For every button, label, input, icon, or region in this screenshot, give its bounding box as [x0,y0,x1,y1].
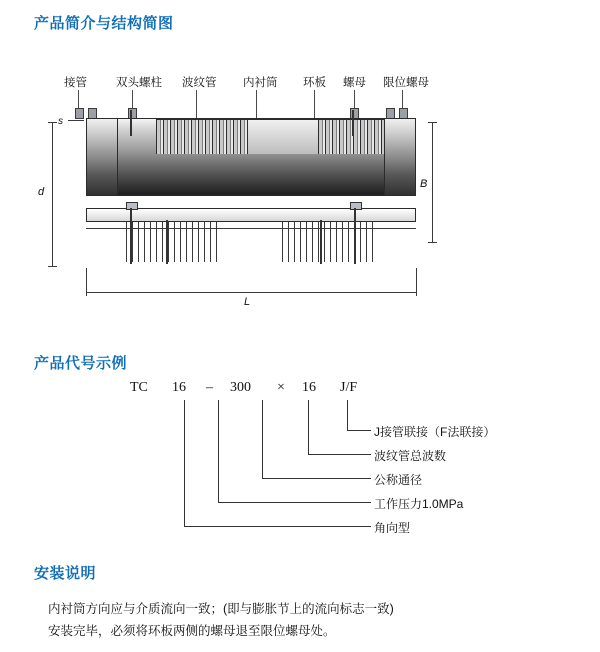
section-title-install: 安装说明 [34,565,97,582]
code-token-times: × [277,380,285,395]
code-token-waves: 16 [302,380,316,395]
callout-label-6: 螺母 [343,77,366,89]
code-leader-v-4 [218,400,219,502]
dim-tick-B-top [428,122,437,123]
install-notes [48,598,568,642]
lower-plate [86,208,416,222]
callout-label-1: 接管 [64,77,87,89]
dim-tick-d-top [48,122,57,123]
callout-label-2: 双头螺柱 [116,77,162,89]
dim-line-d [52,122,53,266]
stud-rod-lower-a [130,208,132,264]
code-leader-h-5 [184,526,371,527]
stud-rod-upper-a [130,110,132,136]
code-leader-h-1 [347,430,371,431]
code-leader-v-1 [347,400,348,430]
expansion-joint-body [118,118,384,196]
callout-label-7: 限位螺母 [383,77,429,89]
code-leader-v-2 [308,400,309,454]
stud-rod-lower-d [320,220,322,264]
callout-label-3: 波纹管 [182,77,217,89]
code-token-diameter: 300 [230,380,251,395]
dim-line-s [68,120,84,121]
dim-ext-L-left [86,268,87,296]
product-code-breakdown [34,380,564,540]
code-desc-diameter: 公称通径 [374,473,423,487]
bellows-left [156,119,248,154]
dim-label-B: B [420,178,428,190]
dim-label-L: L [244,296,251,308]
code-leader-h-4 [218,502,371,503]
code-token-connection: J/F [340,380,358,395]
dim-line-B [432,122,433,242]
section-title-intro: 产品简介与结构简图 [34,15,174,32]
code-leader-v-5 [184,400,185,526]
install-note-line-1: 内衬筒方向应与介质流向一致；(即与膨胀节上的流向标志一致) [48,602,394,616]
code-desc-pressure: 工作压力1.0MPa [374,497,464,511]
code-leader-v-3 [262,400,263,478]
callout-leader-5 [314,90,315,118]
callout-label-4: 内衬筒 [243,77,278,89]
code-leader-h-3 [262,478,371,479]
inner-liner [248,119,318,154]
nut-cap-a [126,202,138,210]
dim-tick-d-bottom [48,266,57,267]
code-leader-h-2 [308,454,371,455]
code-desc-type: 角向型 [374,521,411,535]
section-title-code: 产品代号示例 [34,355,128,372]
stud-rod-upper-b [352,110,354,136]
code-token-dash: – [206,380,213,395]
dim-ext-L-right [416,268,417,296]
bolt-top-left-a [75,108,84,119]
dim-line-L [86,292,416,293]
dim-tick-B-bottom [428,242,437,243]
dim-label-s: s [58,116,63,127]
lower-plan-view [86,208,416,268]
code-desc-waves: 波纹管总波数 [374,449,447,463]
center-axis-line [86,228,416,229]
code-token-type: TC [130,380,148,395]
nut-cap-b [350,202,362,210]
install-note-line-2: 安装完毕，必须将环板两侧的螺母退至限位螺母处。 [48,624,336,638]
stud-rod-lower-c [166,220,168,264]
code-desc-connection: J接管联接（F法联接） [374,425,496,439]
upper-sectional-view [86,118,416,196]
flange-left [86,118,118,196]
structure-diagram [34,60,564,340]
dim-label-d: d [38,186,45,198]
stud-rod-lower-b [354,208,356,264]
flange-right [384,118,416,196]
code-token-pressure: 16 [172,380,186,395]
callout-label-5: 环板 [303,77,326,89]
